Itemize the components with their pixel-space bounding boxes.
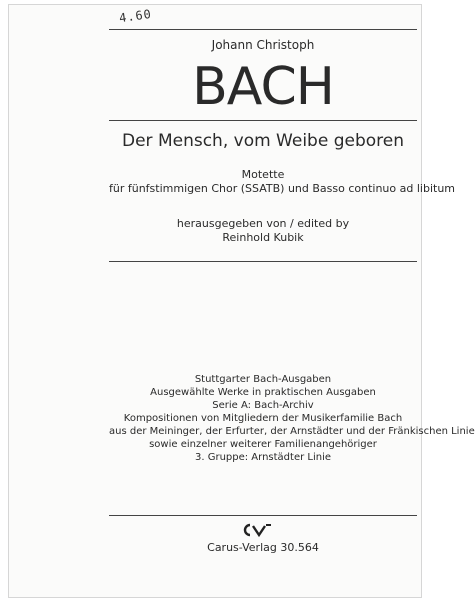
cover-page (8, 4, 475, 598)
carus-logo-icon (239, 523, 273, 537)
series-line: Stuttgarter Bach-Ausgaben (194, 374, 332, 385)
series-line: sowie einzelner weiterer Familienangehöriger (149, 439, 377, 450)
top-rule (109, 29, 417, 30)
series-line: Ausgewählte Werke in praktischen Ausgaben (150, 387, 376, 398)
title-rule (109, 120, 417, 121)
composer-surname: BACH (192, 57, 334, 117)
series-line: Serie A: Bach-Archiv (212, 400, 314, 411)
editor-name: Reinhold Kubik (222, 231, 304, 244)
middle-rule (109, 261, 417, 262)
series-line: 3. Gruppe: Arnstädter Linie (194, 452, 331, 463)
scoring: für fünfstimmigen Chor (SSATB) und Basso continuo ad libitum (109, 182, 456, 195)
work-title: Der Mensch, vom Weibe geboren (122, 131, 404, 151)
price-note: 4.60 (118, 6, 153, 26)
editor-label: herausgegeben von / edited by (176, 217, 350, 230)
composer-first-names: Johann Christoph (211, 38, 315, 52)
series-line: Kompositionen von Mitgliedern der Musikerfamilie Bach (123, 413, 403, 424)
genre: Motette (241, 168, 285, 181)
publisher: Carus-Verlag 30.564 (207, 541, 319, 554)
bottom-rule (109, 515, 417, 516)
series-line: aus der Meininger, der Erfurter, der Arnstädter und der Fränkischen Linie (109, 426, 475, 437)
